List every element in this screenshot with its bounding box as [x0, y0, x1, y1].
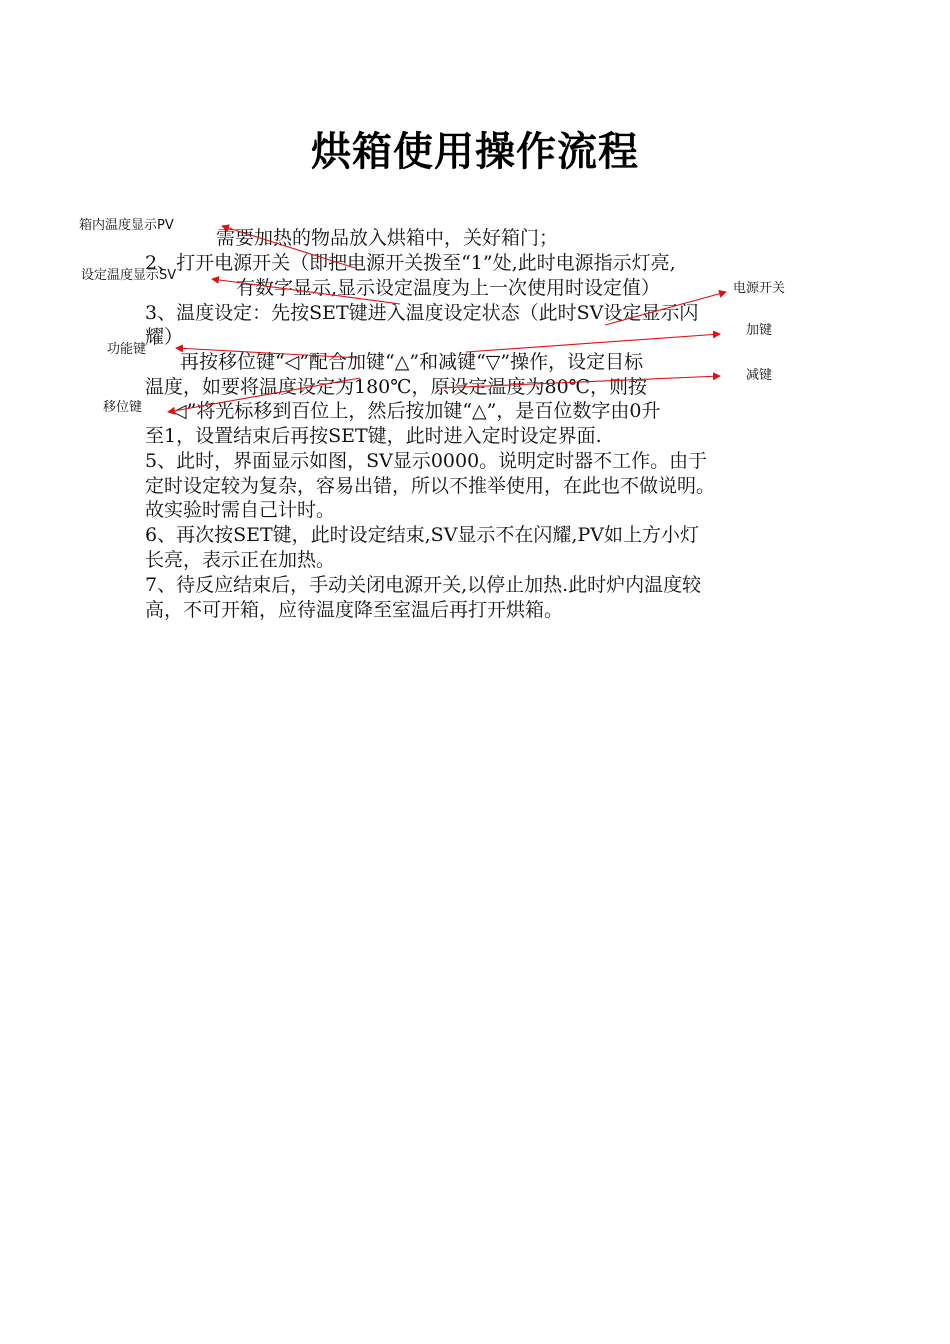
- step-5-cont-line: 定时设定较为复杂，容易出错，所以不推举使用，在此也不做说明。: [145, 475, 716, 497]
- step-7-line: 7、待反应结束后，手动关闭电源开关,以停止加热.此时炉内温度较: [145, 574, 702, 596]
- step-1-line: 需要加热的物品放入烘箱中，关好箱门；: [216, 227, 559, 249]
- step-2-cont-line: 有数字显示,显示设定温度为上一次使用时设定值）: [236, 277, 661, 299]
- callout-pv-display: 箱内温度显示PV: [79, 218, 174, 233]
- step-7-cont-line: 高，不可开箱，应待温度降至室温后再打开烘箱。: [145, 599, 564, 621]
- callout-shift-key: 移位键: [103, 400, 143, 415]
- step-4-line: 再按移位键“◁”配合加键“△”和减键“▽”操作，设定目标: [180, 351, 644, 373]
- step-3-line: 3、温度设定：先按SET键进入温度设定状态（此时SV设定显示闪: [145, 302, 699, 324]
- step-4-cont-line: 温度，如要将温度设定为180℃，原设定温度为80℃，则按: [145, 376, 647, 398]
- callout-sv-display: 设定温度显示SV: [81, 268, 177, 283]
- callout-sub-key: 减键: [746, 368, 773, 383]
- callout-function-key: 功能键: [107, 342, 147, 357]
- step-4-cont3-line: 至1，设置结束后再按SET键，此时进入定时设定界面.: [145, 425, 602, 447]
- step-3-cont-line: 耀）: [145, 326, 184, 348]
- step-6-cont-line: 长亮，表示正在加热。: [145, 549, 336, 571]
- callout-power-switch: 电源开关: [733, 281, 786, 296]
- step-6-line: 6、再次按SET键，此时设定结束,SV显示不在闪耀,PV如上方小灯: [145, 524, 699, 546]
- step-2-line: 2、打开电源开关（即把电源开关拨至“1”处,此时电源指示灯亮,: [145, 252, 676, 274]
- document-title: 烘箱使用操作流程: [311, 129, 639, 175]
- step-5-cont2-line: 故实验时需自己计时。: [145, 499, 336, 521]
- step-5-line: 5、此时，界面显示如图，SV显示0000。说明定时器不工作。由于: [145, 450, 708, 472]
- step-4-cont2-line: ◁”将光标移到百位上，然后按加键“△”，是百位数字由0升: [172, 400, 661, 422]
- callout-add-key: 加键: [746, 323, 773, 338]
